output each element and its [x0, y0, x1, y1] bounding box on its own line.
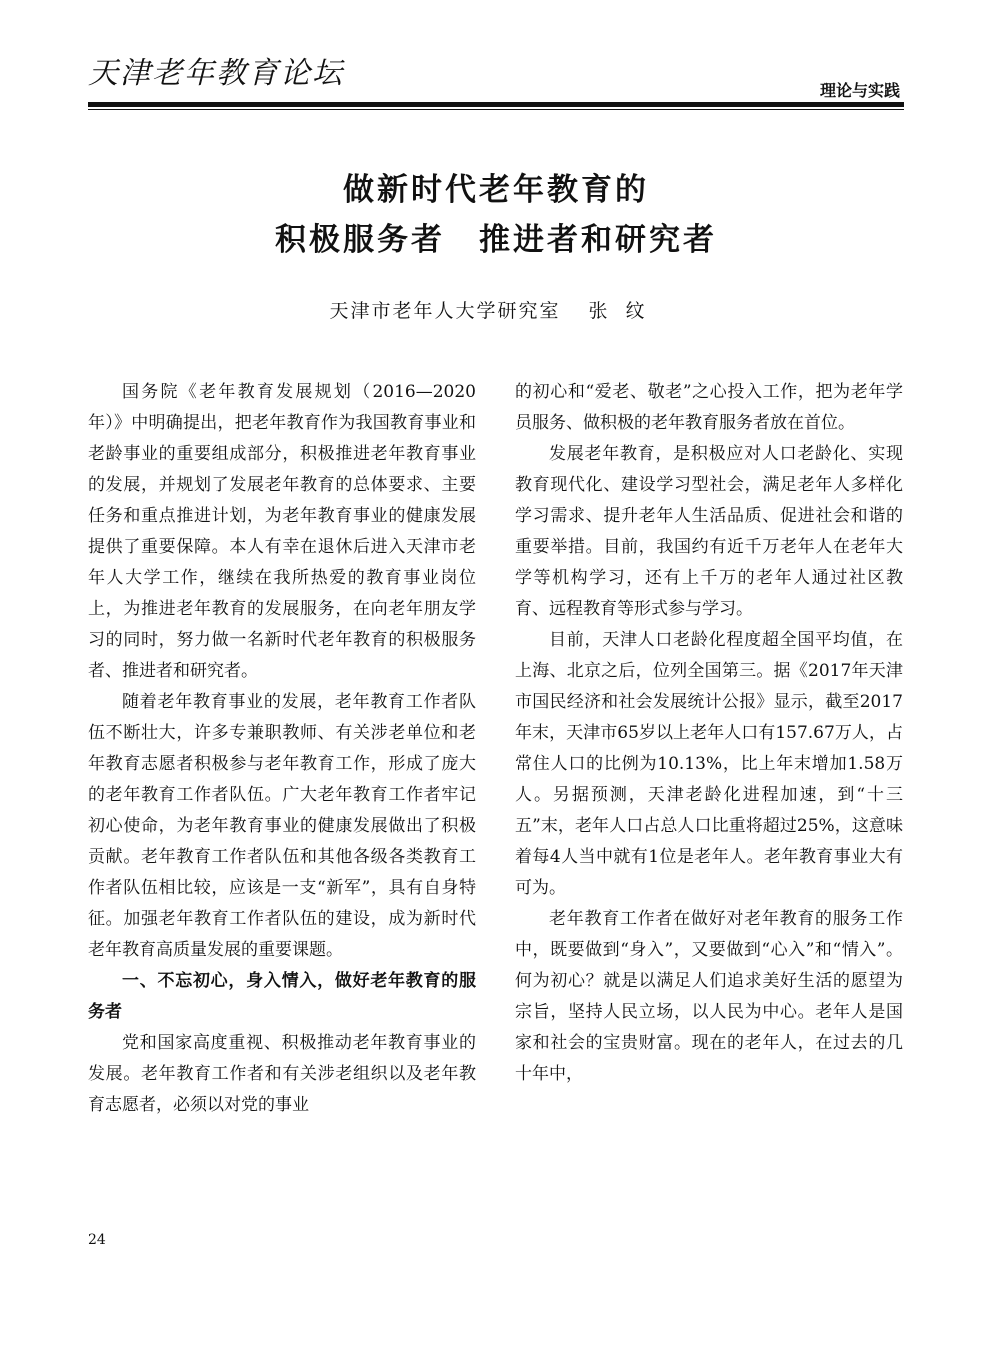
article-title-line2: 积极服务者 推进者和研究者 — [275, 222, 717, 258]
paragraph: 党和国家高度重视、积极推动老年教育事业的发展。老年教育工作者和有关涉老组织以及老年教育志愿者，必须以对党的事业 — [88, 1033, 476, 1115]
right-column — [515, 377, 903, 1090]
section-heading: 一、不忘初心，身入情入，做好老年教育的服务者 — [88, 971, 476, 1022]
author-affiliation: 天津市老年人大学研究室 — [329, 300, 561, 322]
page-number: 24 — [88, 1232, 106, 1248]
article-title-line1: 做新时代老年教育的 — [343, 172, 649, 208]
paragraph: 国务院《老年教育发展规划（2016—2020年）》中明确提出，把老年教育作为我国教育事业和老龄事业的重要组成部分，积极推进老年教育事业的发展，并规划了发展老年教育的总体要求、主要任务和重点推进计划，为老年教育事业的健康发展提供了重要保障。本人有幸在退休后进入天津市老年人大学工作，继续在我所热爱的教育事业岗位上，为推进老年教育的发展服务，在向老年朋友学习的同时，努力做一名新时代老年教育的积极服务者、推进者和研究者。 — [88, 382, 476, 681]
author-name: 张纹 — [588, 300, 663, 322]
section-label: 理论与实践 — [819, 81, 900, 100]
header-rule-thin — [88, 109, 904, 110]
paragraph: 随着老年教育事业的发展，老年教育工作者队伍不断壮大，许多专兼职教师、有关涉老单位和老年教育志愿者积极参与老年教育工作，形成了庞大的老年教育工作者队伍。广大老年教育工作者牢记初心使命，为老年教育事业的健康发展做出了积极贡献。老年教育工作者队伍和其他各级各类教育工作者队伍相比较，应该是一支“新军”，具有自身特征。加强老年教育工作者队伍的建设，成为新时代老年教育高质量发展的重要课题。 — [88, 692, 476, 960]
left-column — [88, 377, 476, 1121]
byline — [0, 296, 992, 323]
paragraph: 目前，天津人口老龄化程度超全国平均值，在上海、北京之后，位列全国第三。据《2017年天津市国民经济和社会发展统计公报》显示，截至2017年末，天津市65岁以上老年人口有157.67万人，占常住人口的比例为10.13%，比上年末增加1.58万人。另据预测，天津老龄化进程加速，到“十三五”末，老年人口占总人口比重将超过25%，这意味着每4人当中就有1位是老年人。老年教育事业大有可为。 — [515, 630, 903, 898]
header-rule-thick — [88, 102, 904, 107]
paragraph: 发展老年教育，是积极应对人口老龄化、实现教育现代化、建设学习型社会，满足老年人多样化学习需求、提升老年人生活品质、促进社会和谐的重要举措。目前，我国约有近千万老年人在老年大学等机构学习，还有上千万的老年人通过社区教育、远程教育等形式参与学习。 — [515, 444, 903, 619]
paragraph-continued: 的初心和“爱老、敬老”之心投入工作，把为老年学员服务、做积极的老年教育服务者放在首位。 — [515, 382, 903, 433]
journal-masthead: 天津老年教育论坛 — [88, 56, 344, 91]
paragraph: 老年教育工作者在做好对老年教育的服务工作中，既要做到“身入”，又要做到“心入”和“情入”。何为初心？就是以满足人们追求美好生活的愿望为宗旨，坚持人民立场，以人民为中心。老年人是国家和社会的宝贵财富。现在的老年人，在过去的几十年中， — [515, 909, 903, 1084]
